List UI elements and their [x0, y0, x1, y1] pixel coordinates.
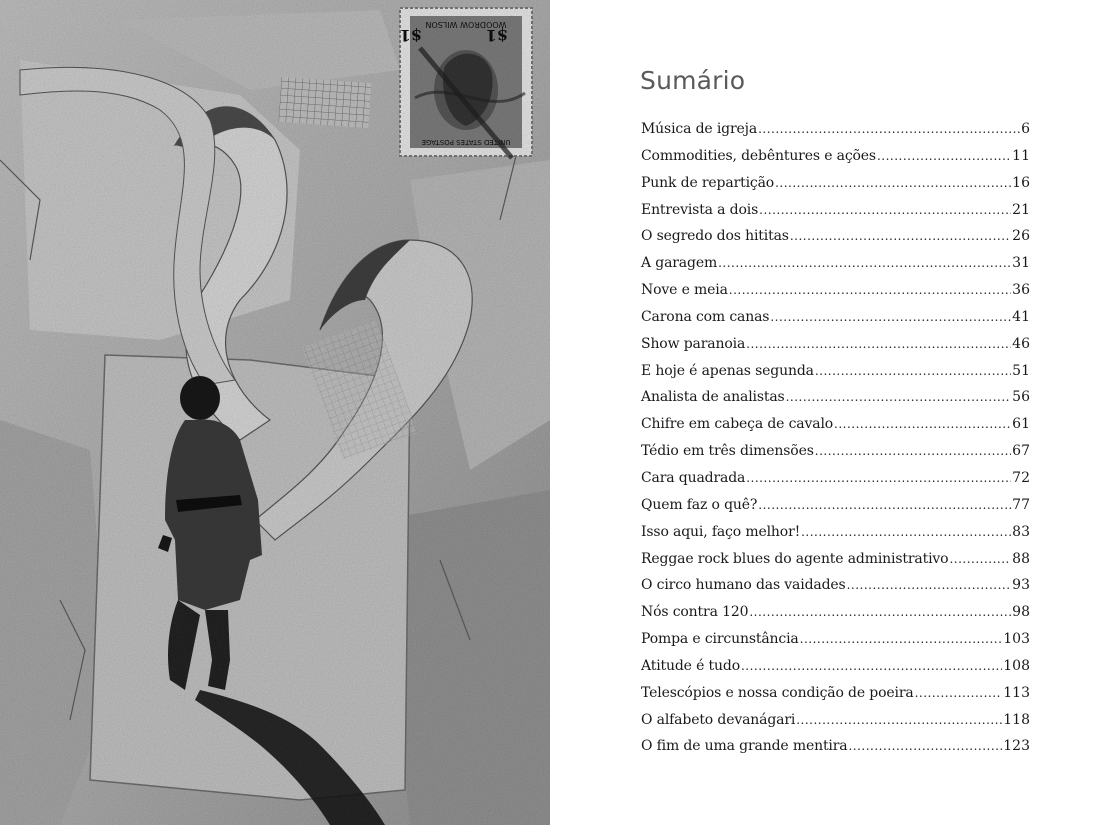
toc-entry-page-number: 11 [1012, 147, 1030, 164]
toc-dot-leader [877, 149, 1011, 163]
toc-entry-page-number: 26 [1012, 228, 1030, 245]
toc-entry [641, 497, 1030, 524]
toc-dot-leader [775, 176, 1011, 190]
toc-entry [641, 336, 1030, 363]
toc-entry-page-number: 21 [1012, 201, 1030, 218]
toc-dot-leader [718, 256, 1011, 270]
toc-entry [641, 470, 1030, 497]
toc-entry [641, 577, 1030, 604]
toc-dot-leader [801, 525, 1011, 539]
toc-entry-title: Chifre em cabeça de cavalo [641, 416, 834, 433]
toc-entry-title: O alfabeto devanágari [641, 711, 796, 728]
toc-entry-title: Entrevista a dois [641, 201, 759, 218]
toc-dot-leader [746, 471, 1011, 485]
toc-dot-leader [741, 659, 1002, 673]
toc-dot-leader [848, 739, 1002, 753]
toc-entry-title: Nove e meia [641, 282, 728, 299]
table-of-contents [641, 121, 1030, 765]
toc-entry-title: Punk de repartição [641, 174, 775, 191]
toc-entry-page-number: 56 [1012, 389, 1030, 406]
toc-entry-title: E hoje é apenas segunda [641, 362, 814, 379]
toc-entry-title: Show paranoia [641, 335, 746, 352]
contents-page [550, 0, 1100, 825]
toc-entry-title: Reggae rock blues do agente administrativo [641, 550, 949, 567]
toc-entry-title: A garagem [641, 255, 718, 272]
toc-entry-page-number: 98 [1012, 604, 1030, 621]
toc-entry-page-number: 93 [1012, 577, 1030, 594]
toc-entry [641, 202, 1030, 229]
toc-entry-page-number: 83 [1012, 523, 1030, 540]
toc-dot-leader [759, 203, 1011, 217]
toc-entry-page-number: 67 [1012, 443, 1030, 460]
postage-stamp [400, 8, 532, 158]
toc-entry-title: Tédio em três dimensões [641, 443, 814, 460]
toc-entry [641, 524, 1030, 551]
toc-entry-page-number: 51 [1012, 362, 1030, 379]
stamp-footer: UNITED STATES POSTAGE [421, 138, 511, 146]
toc-entry-title: Telescópios e nossa condição de poeira [641, 684, 914, 701]
toc-entry-page-number: 103 [1003, 631, 1030, 648]
toc-entry [641, 309, 1030, 336]
toc-entry-title: Cara quadrada [641, 469, 746, 486]
toc-entry [641, 551, 1030, 578]
toc-entry-title: Música de igreja [641, 121, 758, 137]
stamp-value-right: $1 [485, 26, 508, 45]
toc-dot-leader [786, 390, 1012, 404]
toc-entry-title: Pompa e circunstância [641, 631, 799, 648]
toc-entry [641, 255, 1030, 282]
page-title: Sumário [640, 66, 746, 95]
toc-entry-page-number: 118 [1003, 711, 1030, 728]
toc-entry-page-number: 16 [1012, 174, 1030, 191]
toc-entry-page-number: 72 [1012, 469, 1030, 486]
toc-entry [641, 175, 1030, 202]
toc-entry [641, 443, 1030, 470]
toc-dot-leader [800, 632, 1003, 646]
toc-entry [641, 738, 1030, 765]
toc-dot-leader [758, 498, 1011, 512]
toc-entry [641, 712, 1030, 739]
toc-entry-page-number: 41 [1012, 308, 1030, 325]
toc-entry-title: Quem faz o quê? [641, 496, 758, 513]
toc-entry [641, 282, 1030, 309]
toc-entry-page-number: 6 [1021, 121, 1030, 137]
toc-entry-title: O circo humano das vaidades [641, 577, 846, 594]
toc-entry [641, 631, 1030, 658]
stamp-value-left: $1 [399, 26, 422, 45]
toc-entry [641, 389, 1030, 416]
toc-entry-page-number: 36 [1012, 282, 1030, 299]
toc-dot-leader [758, 122, 1020, 136]
toc-entry-title: Analista de analistas [641, 389, 785, 406]
toc-dot-leader [847, 578, 1012, 592]
toc-entry-page-number: 61 [1012, 416, 1030, 433]
toc-entry-page-number: 31 [1012, 255, 1030, 272]
toc-entry-title: Atitude é tudo [641, 657, 740, 674]
toc-entry-title: Carona com canas [641, 308, 770, 325]
toc-entry-title: Commodities, debêntures e ações [641, 147, 876, 164]
toc-entry-page-number: 77 [1012, 496, 1030, 513]
toc-entry [641, 228, 1030, 255]
toc-dot-leader [796, 713, 1002, 727]
stamp-header: WOODROW WILSON [425, 20, 507, 29]
toc-entry [641, 685, 1030, 712]
toc-entry-page-number: 123 [1003, 738, 1030, 755]
toc-entry-title: Isso aqui, faço melhor! [641, 523, 801, 540]
toc-entry-page-number: 108 [1003, 657, 1030, 674]
toc-entry [641, 416, 1030, 443]
toc-entry [641, 363, 1030, 390]
toc-dot-leader [749, 605, 1011, 619]
toc-dot-leader [949, 552, 1011, 566]
toc-entry [641, 604, 1030, 631]
toc-dot-leader [770, 310, 1011, 324]
toc-dot-leader [790, 229, 1011, 243]
toc-dot-leader [915, 686, 1003, 700]
toc-entry-title: Nós contra 120 [641, 604, 749, 621]
toc-entry-page-number: 46 [1012, 335, 1030, 352]
toc-entry-page-number: 88 [1012, 550, 1030, 567]
toc-dot-leader [729, 283, 1011, 297]
toc-entry-title: O segredo dos hititas [641, 228, 789, 245]
toc-entry-page-number: 113 [1003, 684, 1030, 701]
toc-entry [641, 121, 1030, 148]
toc-dot-leader [815, 444, 1011, 458]
toc-dot-leader [834, 417, 1011, 431]
toc-dot-leader [746, 337, 1011, 351]
toc-dot-leader [815, 364, 1011, 378]
toc-entry [641, 658, 1030, 685]
toc-entry-title: O fim de uma grande mentira [641, 738, 848, 755]
toc-entry [641, 148, 1030, 175]
